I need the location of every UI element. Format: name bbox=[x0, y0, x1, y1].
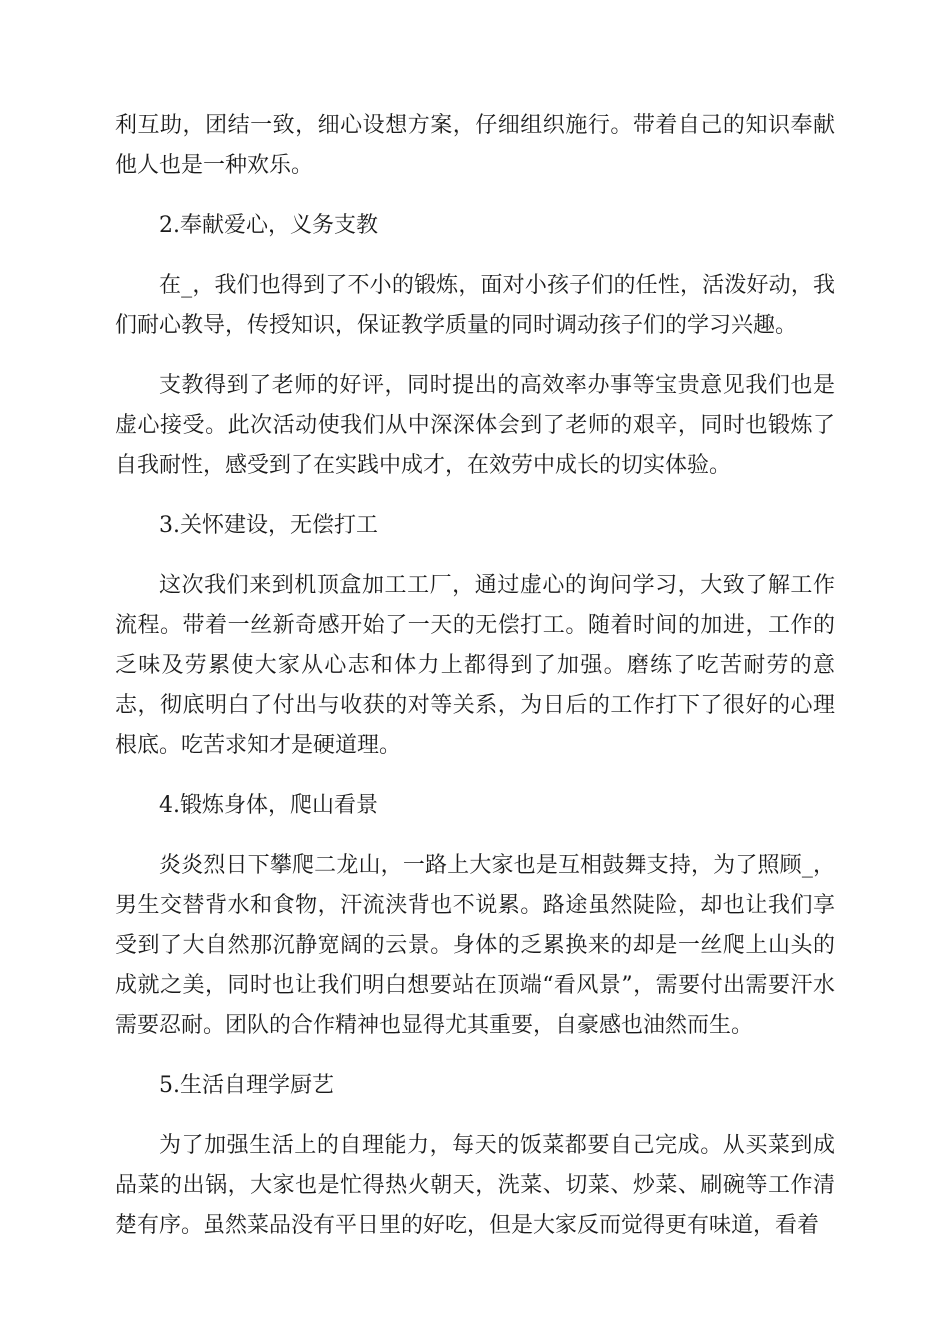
section-heading-mountain-climbing: 4.锻炼身体，爬山看景 bbox=[159, 793, 378, 818]
paragraph-continuation: 利互助，团结一致，细心设想方案，仔细组织施行。带着自己的知识奉献他人也是一种欢乐。 bbox=[115, 113, 835, 178]
paragraph-teacher-feedback: 支教得到了老师的好评，同时提出的高效率办事等宝贵意见我们也是虚心接受。此次活动使我们从中深深体会到了老师的艰辛，同时也锻炼了自我耐性，感受到了在实践中成才，在效劳中成长的切实体验。 bbox=[115, 373, 835, 478]
section-heading-cooking: 5.生活自理学厨艺 bbox=[159, 1073, 334, 1098]
paragraph-teaching-experience: 在_，我们也得到了不小的锻炼，面对小孩子们的任性，活泼好动，我们耐心教导，传授知识，保证教学质量的同时调动孩子们的学习兴趣。 bbox=[115, 273, 835, 338]
section-heading-factory-work: 3.关怀建设，无偿打工 bbox=[159, 513, 378, 538]
paragraph-factory-work: 这次我们来到机顶盒加工工厂，通过虚心的询问学习，大致了解工作流程。带着一丝新奇感开始了一天的无偿打工。随着时间的加进，工作的乏味及劳累使大家从心志和体力上都得到了加强。磨练了吃苦耐劳的意志，彻底明白了付出与收获的对等关系，为日后的工作打下了很好的心理根底。吃苦求知才是硬道理。 bbox=[115, 573, 835, 758]
paragraph-cooking: 为了加强生活上的自理能力，每天的饭菜都要自己完成。从买菜到成品菜的出锅，大家也是忙得热火朝天，洗菜、切菜、炒菜、刷碗等工作清楚有序。虽然菜品没有平日里的好吃，但是大家反而觉得更有味道，看着 bbox=[115, 1133, 835, 1238]
paragraph-mountain-climbing: 炎炎烈日下攀爬二龙山，一路上大家也是互相鼓舞支持，为了照顾_，男生交替背水和食物，汗流浃背也不说累。路途虽然陡险，却也让我们享受到了大自然那沉静宽阔的云景。身体的乏累换来的却是一丝爬上山头的成就之美，同时也让我们明白想要站在顶端“看风景”，需要付出需要汗水需要忍耐。团队的合作精神也显得尤其重要，自豪感也油然而生。 bbox=[115, 853, 835, 1038]
section-heading-volunteer-teaching: 2.奉献爱心，义务支教 bbox=[159, 213, 378, 238]
document-page bbox=[115, 106, 835, 1266]
